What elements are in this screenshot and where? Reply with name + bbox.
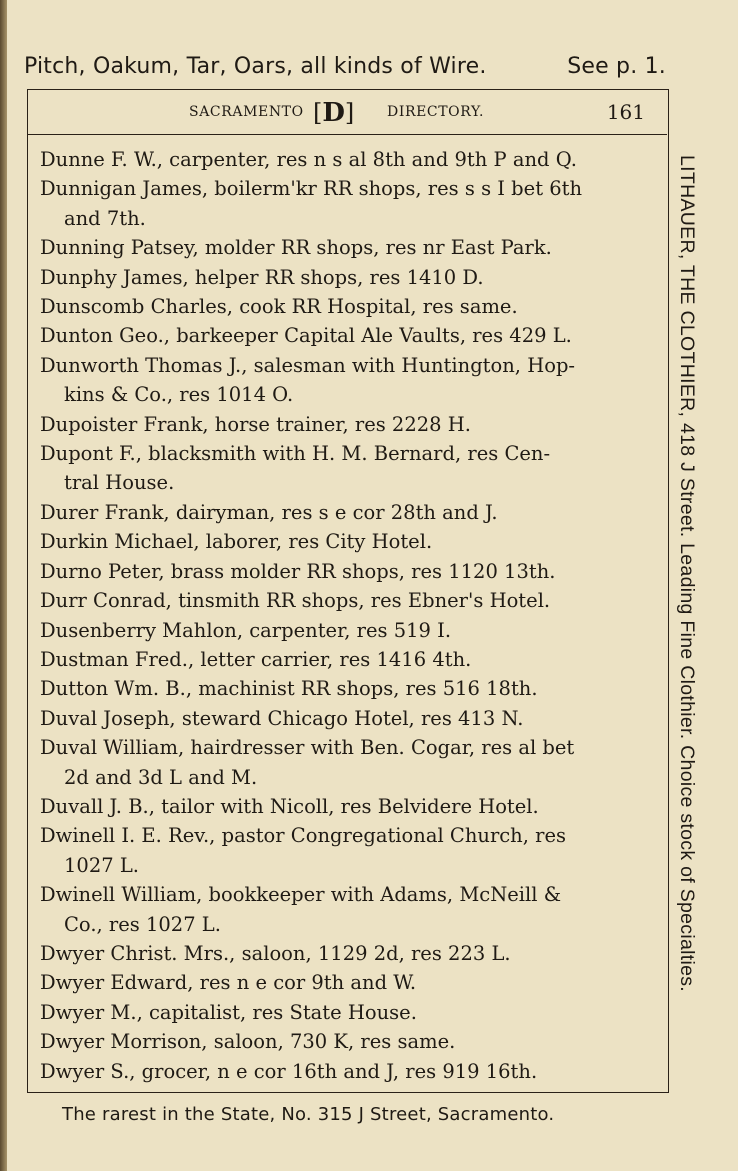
- entry-line: Duval William, hairdresser with Ben. Cogar, res al bet: [40, 736, 575, 760]
- entry-line: Dunning Patsey, molder RR shops, res nr East Park.: [40, 236, 552, 260]
- entry-line: Dunne F. W., carpenter, res n s al 8th and 9th P and Q.: [40, 148, 577, 171]
- entry-line: Dwyer Edward, res n e cor 9th and W.: [40, 971, 417, 995]
- directory-entry: [40, 616, 654, 645]
- entry-line: Dwinell I. E. Rev., pastor Congregational Church, res: [40, 824, 567, 848]
- page-number: 161: [606, 100, 645, 124]
- directory-entry: [40, 880, 654, 939]
- running-head-letter: [D]: [313, 98, 355, 128]
- running-head-title: DIRECTORY.: [387, 104, 485, 120]
- directory-entry: [40, 410, 654, 439]
- directory-entry: [40, 498, 654, 527]
- directory-entry: [40, 174, 654, 233]
- section-letter: D: [322, 98, 345, 128]
- entry-continuation: kins & Co., res 1014 O.: [64, 383, 294, 407]
- entry-line: Dwyer Christ. Mrs., saloon, 1129 2d, res 223 L.: [40, 941, 511, 965]
- directory-entry: [40, 321, 654, 350]
- side-ad-text: LITHAUER, THE CLOTHIER, 418 J Street. Leading Fine Clothier. Choice stock of Specialties.: [676, 155, 698, 993]
- directory-entry: [40, 968, 654, 997]
- directory-entry: [40, 1027, 654, 1056]
- entry-continuation: tral House.: [64, 471, 175, 495]
- directory-entry: [40, 1057, 654, 1086]
- entry-line: Dunnigan James, boilerm'kr RR shops, res s s I bet 6th: [40, 177, 583, 201]
- directory-entry: [40, 527, 654, 556]
- entry-line: Dupoister Frank, horse trainer, res 2228 H.: [40, 412, 471, 436]
- entry-line: Dustman Fred., letter carrier, res 1416 4th.: [40, 647, 472, 671]
- bottom-advertisement: The rarest in the State, No. 315 J Street, Sacramento.: [62, 1104, 555, 1125]
- directory-entry: [40, 821, 654, 880]
- entry-line: Duvall J. B., tailor with Nicoll, res Belvidere Hotel.: [40, 794, 539, 818]
- entry-line: Dwyer M., capitalist, res State House.: [40, 1000, 417, 1024]
- directory-entry: [40, 145, 654, 174]
- entry-line: Dutton Wm. B., machinist RR shops, res 516 18th.: [40, 677, 538, 701]
- directory-entry: [40, 292, 654, 321]
- entry-line: Dwyer Morrison, saloon, 730 K, res same.: [40, 1030, 456, 1054]
- entry-line: Duval Joseph, steward Chicago Hotel, res 413 N.: [40, 706, 524, 730]
- directory-entry: [40, 351, 654, 410]
- top-ad-reference: See p. 1.: [567, 54, 666, 79]
- page-edge: [0, 0, 7, 1171]
- directory-entry: [40, 439, 654, 498]
- directory-entry: [40, 586, 654, 615]
- top-ad-text: Pitch, Oakum, Tar, Oars, all kinds of Wire.: [24, 54, 487, 79]
- entry-line: Dunton Geo., barkeeper Capital Ale Vaults, res 429 L.: [40, 324, 572, 348]
- directory-entry: [40, 733, 654, 792]
- entry-line: Dusenberry Mahlon, carpenter, res 519 I.: [40, 618, 452, 642]
- directory-entry: [40, 704, 654, 733]
- entry-line: Dunworth Thomas J., salesman with Huntington, Hop-: [40, 353, 576, 377]
- entry-line: Dunscomb Charles, cook RR Hospital, res same.: [40, 295, 518, 319]
- side-advertisement: [663, 155, 717, 1000]
- directory-entry: [40, 674, 654, 703]
- directory-entry: [40, 792, 654, 821]
- directory-entry: [40, 233, 654, 262]
- directory-entry: [40, 998, 654, 1027]
- entry-line: Durer Frank, dairyman, res s e cor 28th and J.: [40, 500, 498, 524]
- directory-entry: [40, 645, 654, 674]
- entry-line: Durr Conrad, tinsmith RR shops, res Ebner's Hotel.: [40, 589, 551, 613]
- top-advertisement: [24, 54, 674, 79]
- entry-continuation: Co., res 1027 L.: [64, 912, 221, 936]
- running-head: [27, 96, 667, 135]
- entry-line: Dwyer S., grocer, n e cor 16th and J, res 919 16th.: [40, 1059, 538, 1083]
- entry-line: Dupont F., blacksmith with H. M. Bernard, res Cen-: [40, 442, 551, 466]
- directory-entry: [40, 263, 654, 292]
- directory-entry: [40, 939, 654, 968]
- entry-line: Durno Peter, brass molder RR shops, res 1120 13th.: [40, 559, 556, 583]
- entry-line: Dunphy James, helper RR shops, res 1410 D.: [40, 265, 484, 289]
- running-head-city: SACRAMENTO: [189, 104, 304, 120]
- entry-continuation: 1027 L.: [64, 853, 139, 877]
- directory-entries: [40, 145, 654, 1086]
- entry-line: Dwinell William, bookkeeper with Adams, McNeill &: [40, 883, 562, 907]
- entry-continuation: and 7th.: [64, 206, 146, 230]
- entry-continuation: 2d and 3d L and M.: [64, 765, 258, 789]
- entry-line: Durkin Michael, laborer, res City Hotel.: [40, 530, 433, 554]
- directory-entry: [40, 557, 654, 586]
